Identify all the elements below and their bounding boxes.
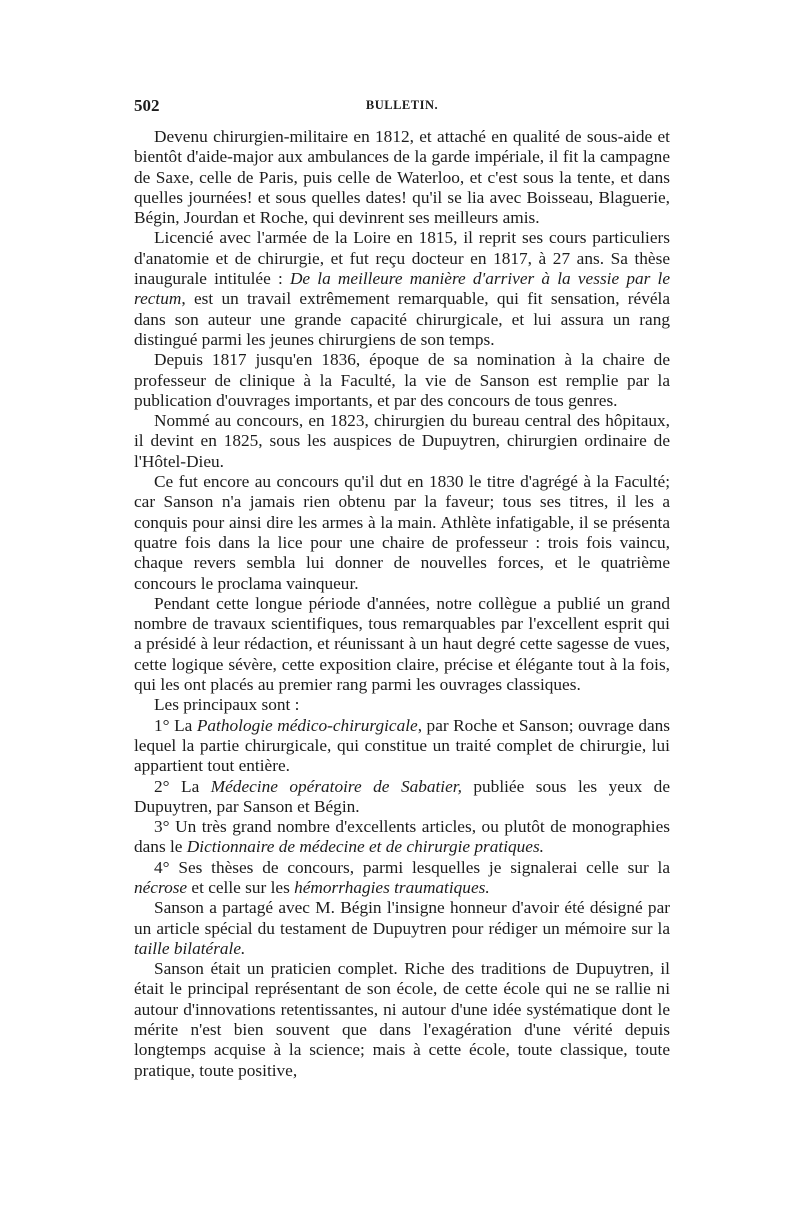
page-header (134, 96, 670, 120)
text-run: Licencié avec l'armée de la Loire en 1815, il reprit ses cours particuliers d'anatomie et de chirurgie, et fut reçu docteur en 1817, à 27 ans. Sa thèse inaugurale intitulée : (134, 228, 670, 289)
text-run: Nommé au concours, en 1823, chirurgien du bureau central des hôpitaux, il devint en 1825, sous les auspices de Dupuytren, chirurgien ordinaire de l'Hôtel-Dieu. (134, 411, 670, 471)
text-run: 1° La (154, 715, 197, 735)
paragraph (134, 127, 670, 228)
italic-title: Pathologie médico-chirurgicale (196, 715, 418, 735)
paragraph (134, 817, 670, 858)
page-number: 502 (134, 96, 160, 115)
text-run: Devenu chirurgien-militaire en 1812, et attaché en qualité de sous-aide et bientôt d'aide-major aux ambulances de la garde impériale, il fit la campagne de Saxe, celle de Paris, puis celle de Waterloo, et c'est sous la tente, et dans quelles journées! et sous quelles dates! qu'il se lia avec Boisseau, Blaguerie, Bégin, Jourdan et Roche, qui devinrent ses meilleurs amis. (134, 127, 670, 228)
text-run: Ce fut encore au concours qu'il dut en 1830 le titre d'agrégé à la Faculté; car Sanson n'a jamais rien obtenu par la faveur; tous ses titres, il les a conquis pour ainsi dire les armes à la main. Athlète infatigable, il se présenta quatre fois dans la lice pour une chaire de professeur : trois fois vaincu, chaque revers sembla lui donner de nouvelles forces, et le quatrième concours le proclama vainqueur. (134, 472, 670, 593)
paragraph (134, 594, 670, 695)
text-run: , est un travail extrêmement remarquable, qui fit sensation, révéla dans son auteur une grande capacité chirurgicale, et lui assura un rang distingué parmi les jeunes chirurgiens de son temps. (134, 289, 670, 349)
paragraph (134, 777, 670, 818)
italic-title: De la meilleure manière d'arriver à la vessie par le rectum (134, 269, 671, 309)
text-run: Sanson était un praticien complet. Riche des traditions de Dupuytren, il était le principal représentant de son école, de cette école qui ne se rallie ni autour d'innovations retentissantes, ni autour d'une idée systématique dont le mérite n'est bien souvent que dans l'exagération d'une vérité depuis longtemps acquise à la science; mais à cette école, toute classique, toute pratique, toute positive, (134, 959, 670, 1080)
text-run: , par Roche et Sanson; ouvrage dans lequel la partie chirurgicale, qui constitue un traité complet de chirurgie, lui appartient tout entière. (134, 715, 670, 776)
paragraph (134, 695, 670, 715)
running-head: BULLETIN. (365, 98, 439, 112)
text-run: Sanson a partagé avec M. Bégin l'insigne honneur d'avoir été désigné par un article spécial du testament de Dupuytren pour rédiger un mémoire sur la (134, 898, 670, 938)
text-run: 3° Un très grand nombre d'excellents articles, ou plutôt de monographies dans le (134, 817, 670, 857)
paragraph (134, 411, 670, 472)
text-run: 2° La (154, 776, 211, 796)
text-run: 4° Ses thèses de concours, parmi lesquelles je signalerai celle sur la (154, 857, 670, 877)
paragraph (134, 472, 670, 594)
paragraph (134, 228, 670, 350)
paragraph (134, 716, 670, 777)
text-run: Pendant cette longue période d'années, notre collègue a publié un grand nombre de travaux scientifiques, tous remarquables par l'excellent esprit qui a présidé à leur rédaction, et réunissant à un haut degré cette sagesse de vues, cette logique sévère, cette exposition claire, précise et élégante tout à la fois, qui les ont placés au premier rang parmi les ouvrages classiques. (134, 593, 670, 695)
text-run: publiée sous les yeux de Dupuytren, par Sanson et Bégin. (134, 776, 670, 816)
body-text (134, 127, 670, 1081)
italic-title: nécrose (134, 877, 188, 897)
paragraph (134, 959, 670, 1081)
text-run: et celle sur les (187, 877, 295, 897)
text-run: Depuis 1817 jusqu'en 1836, époque de sa nomination à la chaire de professeur de clinique à la Faculté, la vie de Sanson est remplie par la publication d'ouvrages importants, et par des concours de tous genres. (134, 350, 670, 410)
paragraph (134, 898, 670, 959)
italic-title: Médecine opératoire de Sabatier, (210, 776, 462, 796)
paragraph (134, 350, 670, 411)
paragraph (134, 858, 670, 899)
text-run: Les principaux sont : (154, 695, 300, 715)
italic-title: Dictionnaire de médecine et de chirurgie pratiques. (186, 837, 545, 857)
italic-title: taille bilatérale. (134, 938, 246, 958)
italic-title: hémorrhagies traumatiques. (294, 877, 490, 897)
